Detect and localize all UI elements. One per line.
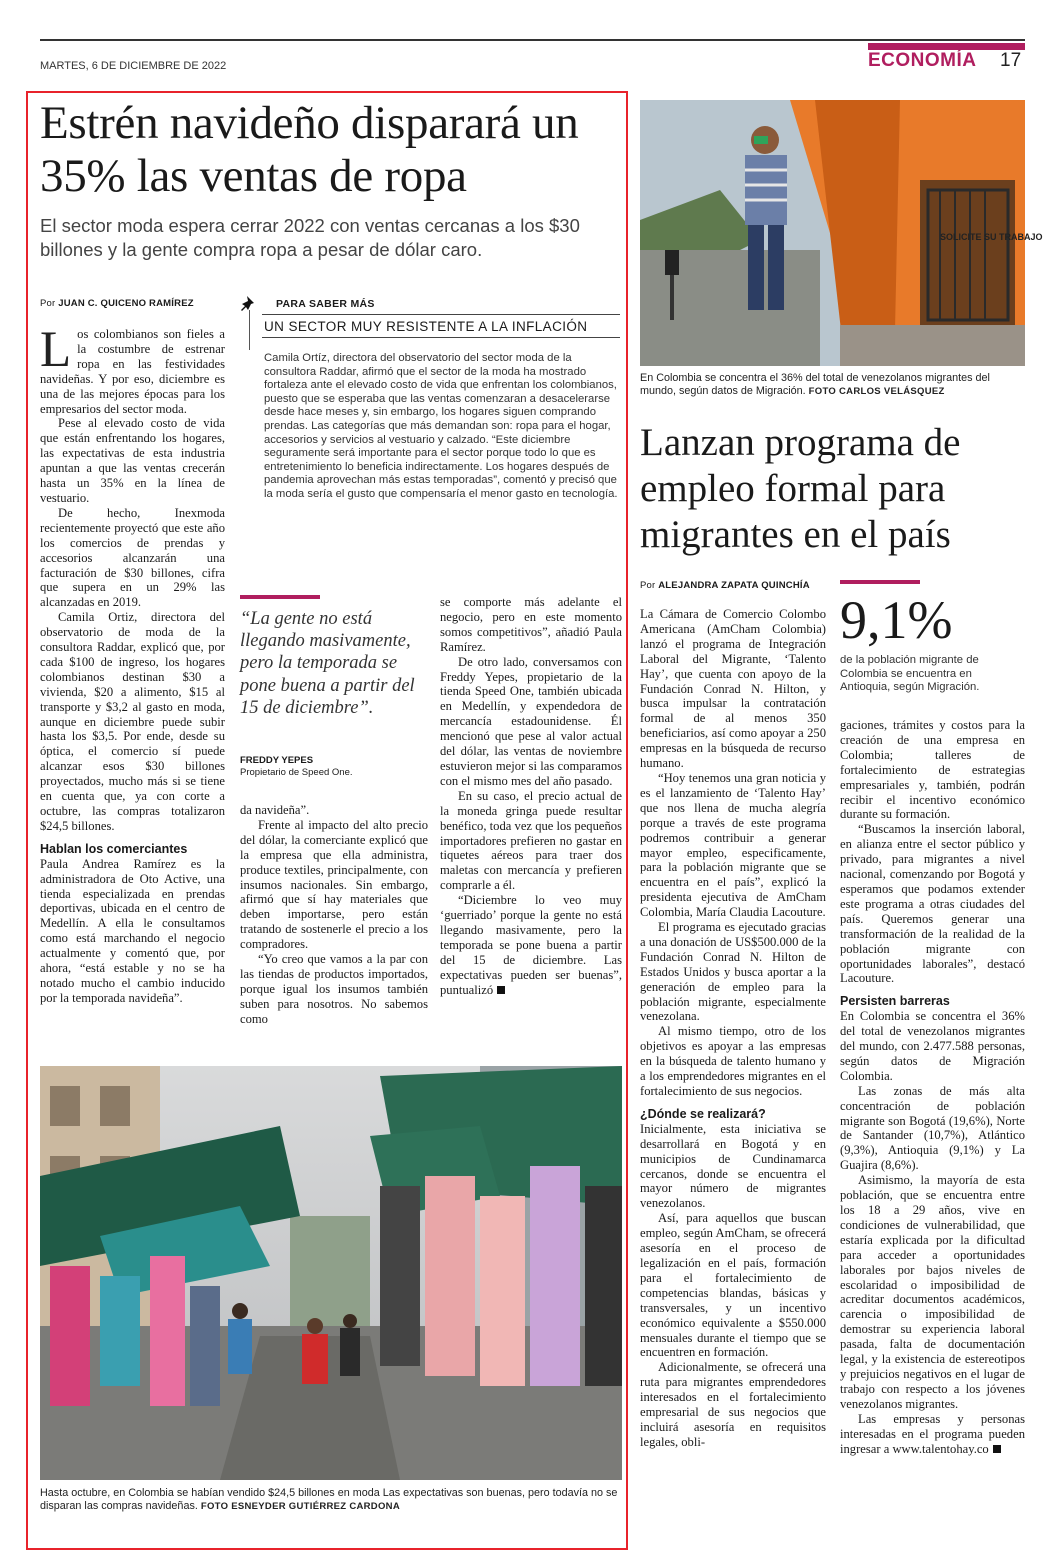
pin-icon: [240, 294, 260, 314]
paragraph: “Hoy tenemos una gran noticia y es el lanzamiento de ‘Talento Hay’ que nos llena de mucha alegría porque a través de este programa podremos contribuir a generar mayor empleo, especificamente, para la población migrante que se encuentra en el país”, explicó la presidenta ejecutiva de AmCham Colombia, María Claudia Lacouture.: [640, 770, 826, 920]
paragraph: da navideña”.: [240, 803, 310, 817]
issue-date: MARTES, 6 DE DICIEMBRE DE 2022: [40, 60, 227, 72]
sidebar-border-left: [249, 310, 250, 350]
article-deck: El sector moda espera cerrar 2022 con ventas cercanas a los $30 billones y la gente compra ropa a pesar de dólar caro.: [40, 215, 580, 260]
sidebar-text: Camila Ortíz, directora del observatorio del sector moda de la consultora Raddar, afirmó que el sector de la moda ha mostrado fortaleza ante el elevado costo de vida que enfrentan los colombianos, puesto que se esperaba que las ventas comenzaran a desacelerarse desde hace meses y, sin embargo, los hogares siguen comprando prendas. Las categorías que más demandan son: ropa para el hogar, accesorios y servicios al vestuario y calzado. “Este diciembre seguramente será importante para el sector porque todo lo que es entretenimiento lo beneficia indirectamente. Los hogares después de pandemia aprovechan más estas temporadas”, comentó y precisó que la moda sería el gusto que compensaría el menor gasto en tecnología.: [264, 352, 618, 500]
paragraph: De otro lado, conversamos con Freddy Yepes, propietario de la tienda Speed One, también ubicada en Medellín, y expendedora de mercancía estadounidense. Él mencionó que pese al valor actual del dólar, las ventas de noviembre estuvieron mejor si las comparamos con el mismo mes del año pasado.: [440, 654, 622, 788]
pullquote-text: “La gente no está llegando masivamente, pero la temporada se pone buena a partir del 15 de diciembre”.: [240, 609, 415, 718]
article-headline: Estrén navideño disparará un 35% las ventas de ropa: [40, 97, 579, 202]
lead-paragraph: [40, 322, 225, 416]
sidebar-box: [238, 294, 622, 564]
subhead: Persisten barreras: [840, 994, 950, 1009]
migrant-photo-caption: [640, 372, 1022, 398]
byline-author: JUAN C. QUICENO RAMÍREZ: [58, 298, 194, 309]
paragraph-text: os colombianos son fieles a la costumbre de estrenar ropa en las festividades navideñas. Y por eso, diciembre es una de las mejores épocas para los empresarios del sector moda.: [40, 327, 225, 416]
caption-text: Hasta octubre, en Colombia se habían vendido $24,5 billones en moda Las expectativas son buenas, pero todavía no se disparan las compras navideñas.: [40, 1487, 618, 1512]
paragraph: Asimismo, la mayoría de esta población, que se encuentra entre los 18 a 29 años, vive en condiciones de vulnerabilidad, que estaría explicada por la dificultad para acceder a oportunidades laborales por bajos niveles de escolaridad o imposibilidad de acreditar documentos académicos, carencia o imposibilidad de demostrar su experiencia laboral pasada, falta de documentación legal, y la existencia de estereotipos y prejuicios negativos en el lugar de trabajo con respecto a los jóvenes venezolanos migrantes.: [840, 1173, 1025, 1411]
article-column-2: [240, 803, 428, 1027]
sidebar-rule: [262, 337, 620, 338]
paragraph: En su caso, el precio actual de la moneda gringa puede resultar benéfico, toda vez que los pequeños importadores prefieren no gastar en tiquetes aéreos para traer dos maletas con mercancía y prefieren comprarle a él.: [440, 788, 622, 893]
stat-description: de la población migrante de Colombia se encuentra en Antioquia, según Migración.: [840, 654, 980, 693]
byline-author: ALEJANDRA ZAPATA QUINCHÍA: [658, 580, 810, 591]
paragraph: “Buscamos la inserción laboral, en alianza entre el sector público y privado, para migrantes a nivel nacional, comenzando por Bogotá y esperamos que podamos extender este programa a otras ciudades del país. Queremos generar una transformación de la realidad de la población migrante con oportunidades laborales”, destacó Lacouture.: [840, 822, 1025, 986]
byline-prefix: Por: [640, 580, 656, 591]
end-mark: [993, 1445, 1001, 1453]
photo-credit: FOTO CARLOS VELÁSQUEZ: [808, 386, 945, 397]
section-accent-bar: [868, 43, 1025, 50]
byline-prefix: Por: [40, 298, 56, 309]
paragraph-text: “Diciembre lo veo muy ‘guerriado’ porque la gente no está llegando masivamente, pero la temporada se pone buena a partir del 15 de diciembre. Las expectativas pueden ser buenas”, puntualizó: [440, 893, 622, 997]
article-column-3: [440, 595, 622, 997]
paragraph: Las zonas de más alta concentración de población migrante son Bogotá (19,6%), Norte de Santander (10,7%), Atlántico (9,3%), Antioquia (9,1%) y La Guajira (8,6%).: [840, 1083, 1025, 1173]
sidebar-title: UN SECTOR MUY RESISTENTE A LA INFLACIÓN: [264, 319, 588, 334]
market-photo-caption: [40, 1487, 620, 1513]
stat-accent-bar: [840, 580, 920, 584]
paragraph: gaciones, trámites y costos para la creación de una empresa en Colombia; talleres de fortalecimiento de estrategias empresariales y, también, podrán recibir el incentivo económico durante su formación.: [840, 718, 1025, 822]
sidebar-rule: [262, 314, 620, 315]
paragraph: De hecho, Inexmoda recientemente proyectó que este año los comercios de prendas y accesorios alcanzarán una facturación de $30 billones, cifra que supera en un 29% las alcanzadas en 2019.: [40, 505, 225, 610]
paragraph: El programa es ejecutado gracias a una donación de US$500.000 de la Fundación Conrad N. Hilton de Estados Unidos y busca aportar a la generación de empleo para la población migrante, especialmente venezolana.: [640, 920, 826, 1024]
paragraph: [440, 893, 622, 997]
subhead: ¿Dónde se realizará?: [640, 1106, 766, 1121]
header-rule: [40, 39, 1025, 41]
pullquote-role: Propietario de Speed One.: [240, 767, 353, 778]
article-headline: Lanzan programa de empleo formal para migrantes en el país: [640, 421, 961, 556]
caption-text: En Colombia se concentra el 36% del total de venezolanos migrantes del mundo, según datos de Migración.: [640, 372, 990, 397]
photo-credit: FOTO ESNEYDER GUTIÉRREZ CARDONA: [200, 1501, 400, 1512]
paragraph: Al mismo tiempo, otro de los objetivos es apoyar a las empresas en la búsqueda de talento humano y a los emprendedores migrantes en el fortalecimiento de sus negocios.: [640, 1024, 826, 1098]
article-byline: [640, 580, 810, 591]
stat-value: 9,1%: [840, 590, 953, 650]
paragraph: Así, para aquellos que buscan empleo, según AmCham, se ofrecerá asesoría en el proceso de legalización en el país, formación para el fortalecimiento de competencias blandas, básicas y transversales, y un incentivo económico equivalente a $550.000 mensuales durante el tiempo que se encuentren en formación.: [640, 1211, 826, 1360]
pullquote-accent-bar: [240, 595, 320, 599]
paragraph: Pese al elevado costo de vida que están enfrentando los hogares, las expectativas de esta industria apuntan a que las ventas crecerán hasta un 35% en la línea de vestuario.: [40, 416, 225, 505]
article-column-1: [40, 322, 225, 1006]
article-byline: [40, 298, 194, 309]
paragraph: En Colombia se concentra el 36% del total de venezolanos migrantes del mundo, con 2.477.588 personas, según datos de Migración Colombia.: [840, 1009, 1025, 1083]
paragraph: Camila Ortiz, directora del observatorio de moda de la consultora Raddar, explicó que, por cada $100 de ingreso, los hogares colombianos destinan $30 a vivienda, $20 a alimento, $15 al transporte y $3,2 al gasto en moda, aunque en diciembre puede subir hasta los $3,5. Por ende, desde su óptica, el comercio sí puede alcanzar esos $30 billones proyectados, mucho más si se tiene en cuenta que, ya con corte a octubre, las compras totalizaron $24,5 billones.: [40, 610, 225, 833]
sidebar-label: PARA SABER MÁS: [276, 298, 375, 310]
paragraph: Frente al impacto del alto precio del dólar, la comerciante explicó que la empresa que ella administra, produce textiles, principalmente, con insumos nacionales. Sin embargo, afirmó que sí hay materiales que deben importarse, pero están tratando de sostenerle el precio a los compradores.: [240, 817, 428, 952]
page-number: 17: [1000, 50, 1022, 71]
article-column-1: [640, 607, 826, 1450]
dropcap: L: [40, 322, 72, 378]
photo-sign-text: SOLICITE SU TRABAJO: [940, 232, 1043, 242]
end-mark: [497, 986, 505, 994]
article-column-2: [840, 718, 1025, 1456]
market-photo: [40, 1066, 622, 1480]
paragraph: Inicialmente, esta iniciativa se desarrollará en Bogotá y en municipios de Cundinamarca cercanos, donde se encuentra el mayor número de migrantes venezolanos.: [640, 1121, 826, 1211]
paragraph-text: Las empresas y personas interesadas en el programa pueden ingresar a www.talentohay.co: [840, 1411, 1025, 1456]
paragraph: “Yo creo que vamos a la par con las tiendas de productos importados, porque igual los insumos también suben para nosotros. No sabemos como: [240, 952, 428, 1026]
section-name: ECONOMÍA: [868, 50, 977, 71]
paragraph: se comporte más adelante el negocio, pero en este momento somos competitivos”, añadió Paula Ramírez.: [440, 595, 622, 654]
pullquote-author: FREDDY YEPES: [240, 755, 314, 766]
paragraph: Adicionalmente, se ofrecerá una ruta para migrantes emprendedores interesados en el fortalecimiento empresarial de sus negocios que incluirá asesoría en requisitos legales, obli-: [640, 1360, 826, 1449]
paragraph: [840, 1412, 1025, 1457]
paragraph: Paula Andrea Ramírez es la administradora de Oto Active, una tienda especializada en prendas deportivas, ubicada en el centro de Medellín. A ella le consultamos como está marchando el negocio actualmente y comentó que, por ahora, “está estable y no se ha notado mucho el cambio inducido por la temporada navideña”.: [40, 856, 225, 1005]
paragraph: La Cámara de Comercio Colombo Americana (AmCham Colombia) lanzó el programa de Integración Laboral del Migrante, ‘Talento Hay’, que cuenta con apoyo de la Fundación Conrad N. Hilton, y busca impulsar la contratación formal de al menos 350 beneficiarios, así como apoyar a 250 empresas en la búsqueda de recurso humano.: [640, 607, 826, 771]
migrant-photo: [640, 100, 1043, 366]
subhead: Hablan los comerciantes: [40, 841, 188, 856]
